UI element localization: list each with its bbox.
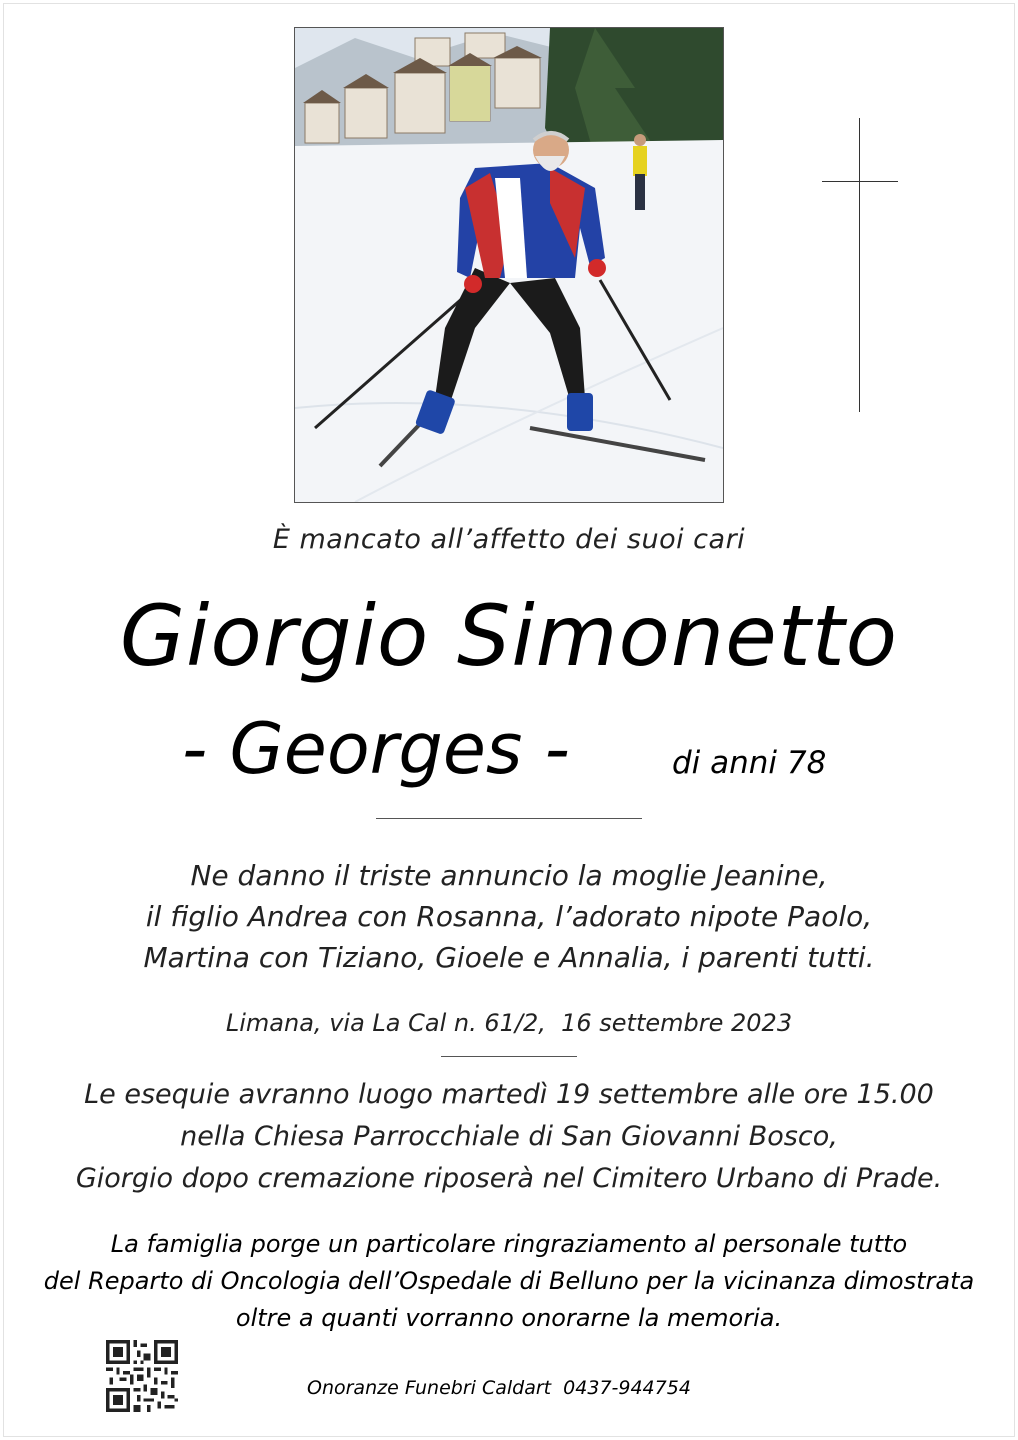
qr-code-icon[interactable] bbox=[106, 1340, 178, 1412]
divider-line bbox=[441, 1056, 577, 1057]
thanks-line: del Reparto di Oncologia dell’Ospedale di Belluno per la vicinanza dimostrata bbox=[43, 1267, 975, 1295]
funeral-line: Giorgio dopo cremazione riposerà nel Cimitero Urbano di Prade. bbox=[75, 1163, 943, 1194]
funeral-line: nella Chiesa Parrocchiale di San Giovanni Bosco, bbox=[180, 1121, 838, 1152]
cross-icon-bar bbox=[822, 181, 898, 182]
skier-photo-illustration bbox=[295, 28, 723, 502]
announcement-line: il figlio Andrea con Rosanna, l’adorato nipote Paolo, bbox=[145, 900, 873, 933]
cross-icon bbox=[859, 118, 860, 412]
deceased-name: Giorgio Simonetto bbox=[119, 587, 899, 685]
funeral-line: Le esequie avranno luogo martedì 19 settembre alle ore 15.00 bbox=[84, 1079, 934, 1110]
funeral-agency: Onoranze Funebri Caldart 0437-944754 bbox=[307, 1377, 691, 1399]
deceased-photo bbox=[294, 27, 724, 503]
thanks-line: oltre a quanti vorranno onorarne la memoria. bbox=[235, 1304, 783, 1332]
funeral-details bbox=[0, 1074, 1018, 1200]
place-date: Limana, via La Cal n. 61/2, 16 settembre 2023 bbox=[225, 1009, 793, 1037]
announcement-block bbox=[0, 855, 1018, 978]
announcement-line: Ne danno il triste annuncio la moglie Jeanine, bbox=[190, 859, 828, 892]
thanks-line: La famiglia porge un particolare ringraziamento al personale tutto bbox=[110, 1230, 908, 1258]
deceased-age: di anni 78 bbox=[672, 745, 827, 781]
intro-text: È mancato all’affetto dei suoi cari bbox=[272, 524, 746, 555]
announcement-line: Martina con Tiziano, Gioele e Annalia, i parenti tutti. bbox=[143, 941, 875, 974]
deceased-nickname: - Georges - bbox=[182, 708, 570, 790]
divider-line bbox=[376, 818, 642, 819]
thanks-block bbox=[0, 1226, 1018, 1337]
